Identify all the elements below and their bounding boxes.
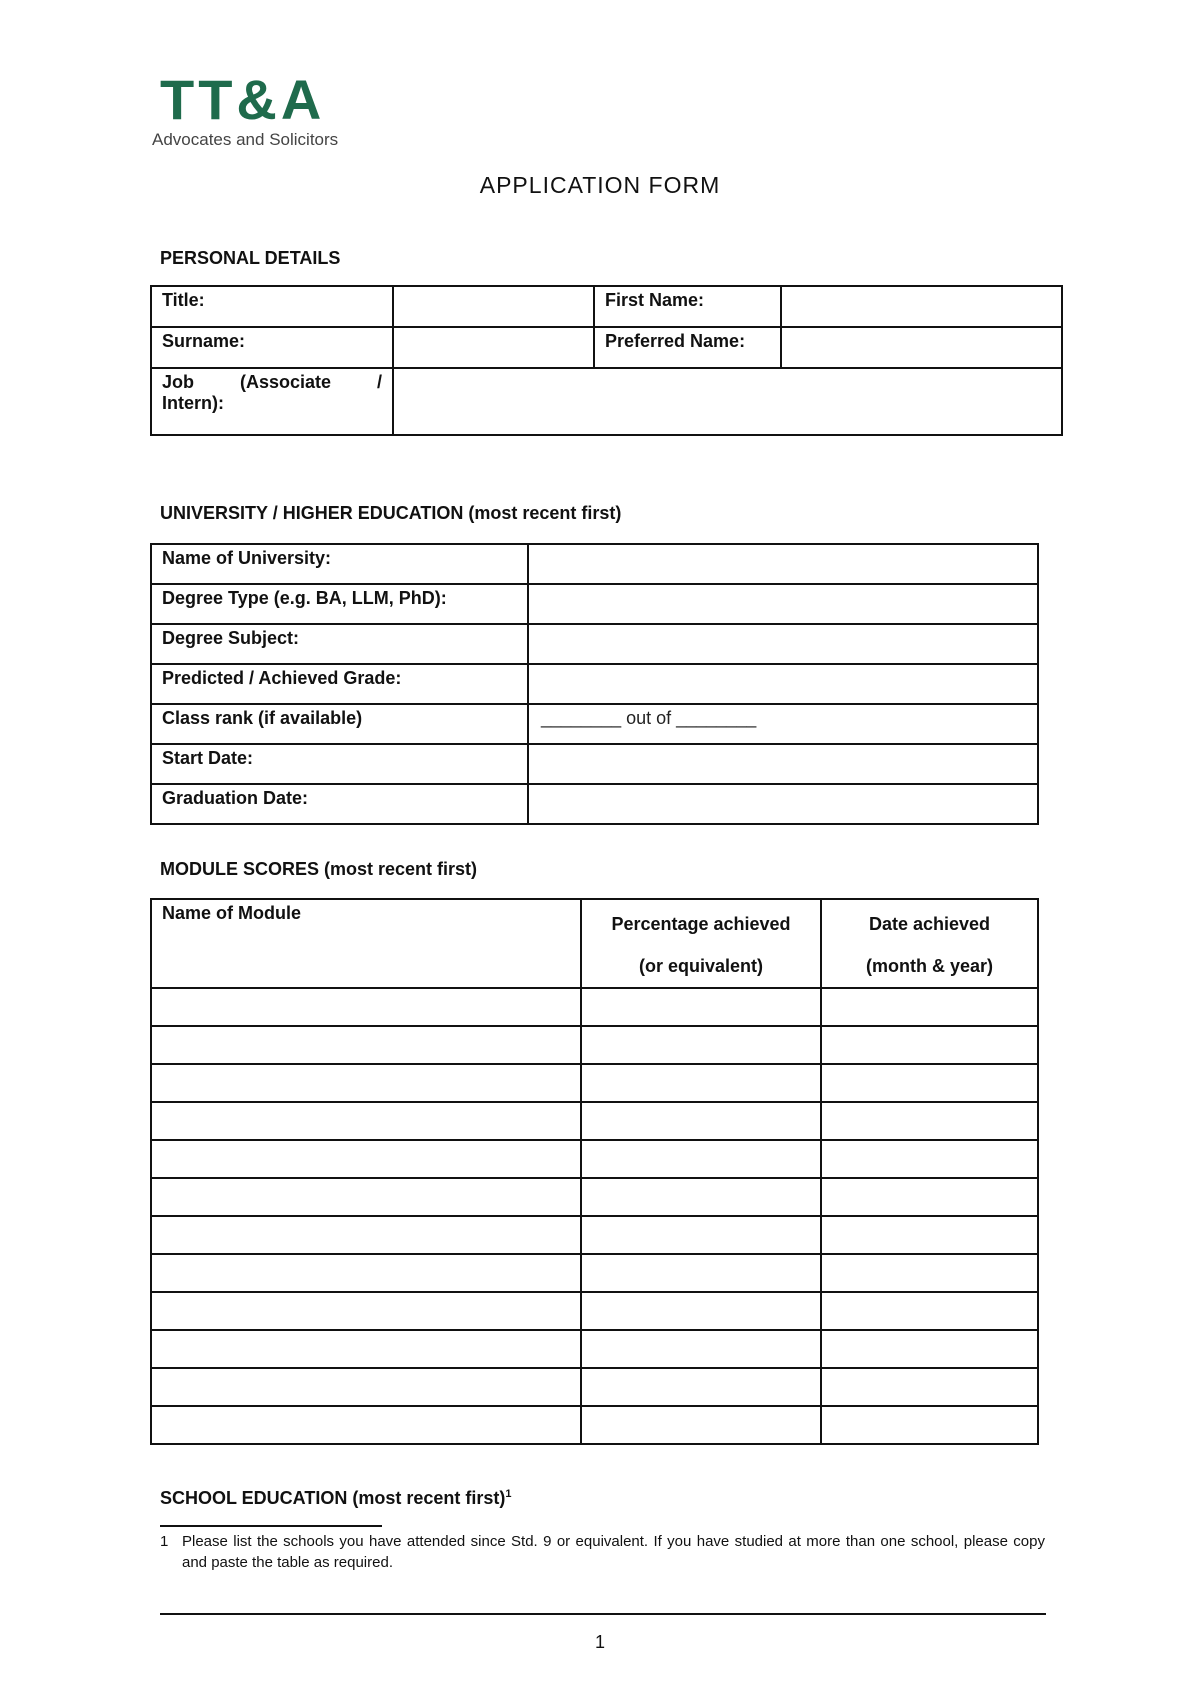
footnote-text: Please list the schools you have attended since Std. 9 or equivalent. If you have studied at more than one school, please copy and paste the table as required. [182,1533,1045,1571]
table-row [151,1178,1038,1216]
school-education-title: SCHOOL EDUCATION (most recent first) [160,1488,506,1508]
percentage-cell[interactable] [581,1254,821,1292]
start-date-field[interactable] [528,744,1038,784]
percentage-cell[interactable] [581,988,821,1026]
page-footer-divider [160,1613,1046,1615]
university-name-label: Name of University: [151,544,528,584]
date-cell[interactable] [821,1254,1038,1292]
form-title: APPLICATION FORM [479,172,721,198]
table-row [151,327,1062,368]
table-row [151,784,1038,824]
table-row [151,1140,1038,1178]
percentage-cell[interactable] [581,1292,821,1330]
percentage-cell[interactable] [581,1216,821,1254]
footnote-reference: 1 [505,1488,512,1500]
university-name-field[interactable] [528,544,1038,584]
table-row [151,1216,1038,1254]
table-row [151,624,1038,664]
job-field[interactable] [393,368,1062,435]
job-label-intern: Intern): [162,393,224,413]
surname-field[interactable] [393,327,594,368]
table-row [151,1406,1038,1444]
table-row [151,584,1038,624]
module-name-cell[interactable] [151,1026,581,1064]
date-header [821,899,1038,988]
date-cell[interactable] [821,1102,1038,1140]
personal-details-table [150,285,1063,436]
percentage-cell[interactable] [581,1178,821,1216]
module-name-cell[interactable] [151,1102,581,1140]
module-name-header: Name of Module [151,899,581,988]
job-label-associate: (Associate [239,372,332,392]
date-cell[interactable] [821,1216,1038,1254]
module-name-cell[interactable] [151,1292,581,1330]
job-label-slash: / [376,372,382,392]
percentage-header [581,899,821,988]
footnote-divider [160,1525,382,1527]
title-field[interactable] [393,286,594,327]
percentage-cell[interactable] [581,1140,821,1178]
title-label: Title: [151,286,393,327]
table-row [151,744,1038,784]
start-date-label: Start Date: [151,744,528,784]
percentage-cell[interactable] [581,1026,821,1064]
degree-subject-label: Degree Subject: [151,624,528,664]
table-row [151,664,1038,704]
first-name-label: First Name: [594,286,781,327]
table-row [151,544,1038,584]
graduation-date-field[interactable] [528,784,1038,824]
table-row [151,1292,1038,1330]
university-table [150,543,1039,825]
graduation-date-label: Graduation Date: [151,784,528,824]
percentage-cell[interactable] [581,1330,821,1368]
percentage-cell[interactable] [581,1368,821,1406]
date-cell[interactable] [821,988,1038,1026]
percentage-cell[interactable] [581,1406,821,1444]
module-name-cell[interactable] [151,1216,581,1254]
footnote-number: 1 [160,1533,169,1550]
table-row [151,1026,1038,1064]
date-cell[interactable] [821,1406,1038,1444]
degree-type-label: Degree Type (e.g. BA, LLM, PhD): [151,584,528,624]
date-header-line1: Date achieved [868,914,991,934]
module-scores-heading: MODULE SCORES (most recent first) [160,859,478,879]
module-scores-table [150,898,1039,1445]
table-row [151,988,1038,1026]
page-number: 1 [594,1632,605,1652]
preferred-name-label: Preferred Name: [594,327,781,368]
module-name-cell[interactable] [151,1064,581,1102]
table-row [151,286,1062,327]
module-name-cell[interactable] [151,1368,581,1406]
logo-wordmark: TT&A [160,68,326,131]
date-cell[interactable] [821,1330,1038,1368]
footnote [160,1531,1045,1573]
degree-subject-field[interactable] [528,624,1038,664]
percentage-header-line1: Percentage achieved [611,914,791,934]
module-name-cell[interactable] [151,1330,581,1368]
job-label-word: Job [162,372,195,392]
table-row [151,1064,1038,1102]
grade-field[interactable] [528,664,1038,704]
date-cell[interactable] [821,1178,1038,1216]
preferred-name-field[interactable] [781,327,1062,368]
percentage-cell[interactable] [581,1064,821,1102]
table-header-row [151,899,1038,988]
table-row [151,1102,1038,1140]
university-heading: UNIVERSITY / HIGHER EDUCATION (most recent first) [160,503,622,523]
module-name-cell[interactable] [151,1406,581,1444]
first-name-field[interactable] [781,286,1062,327]
firm-logo [152,68,400,150]
class-rank-label: Class rank (if available) [151,704,528,744]
module-name-cell[interactable] [151,1140,581,1178]
module-name-cell[interactable] [151,988,581,1026]
module-name-cell[interactable] [151,1178,581,1216]
class-rank-value: ________ out of ________ [541,708,757,728]
job-label [151,368,393,435]
personal-details-heading: PERSONAL DETAILS [160,248,341,268]
percentage-header-line2: (or equivalent) [638,956,763,976]
table-row [151,1254,1038,1292]
table-row [151,368,1062,435]
table-row [151,1368,1038,1406]
date-cell[interactable] [821,1292,1038,1330]
date-cell[interactable] [821,1368,1038,1406]
date-header-line2: (month & year) [865,956,993,976]
module-name-cell[interactable] [151,1254,581,1292]
logo-tagline: Advocates and Solicitors [152,130,339,149]
date-cell[interactable] [821,1064,1038,1102]
surname-label: Surname: [151,327,393,368]
degree-type-field[interactable] [528,584,1038,624]
percentage-cell[interactable] [581,1102,821,1140]
table-row [151,704,1038,744]
table-row [151,1330,1038,1368]
grade-label: Predicted / Achieved Grade: [151,664,528,704]
date-cell[interactable] [821,1026,1038,1064]
school-education-heading [160,1488,512,1509]
date-cell[interactable] [821,1140,1038,1178]
class-rank-field[interactable] [528,704,1038,744]
